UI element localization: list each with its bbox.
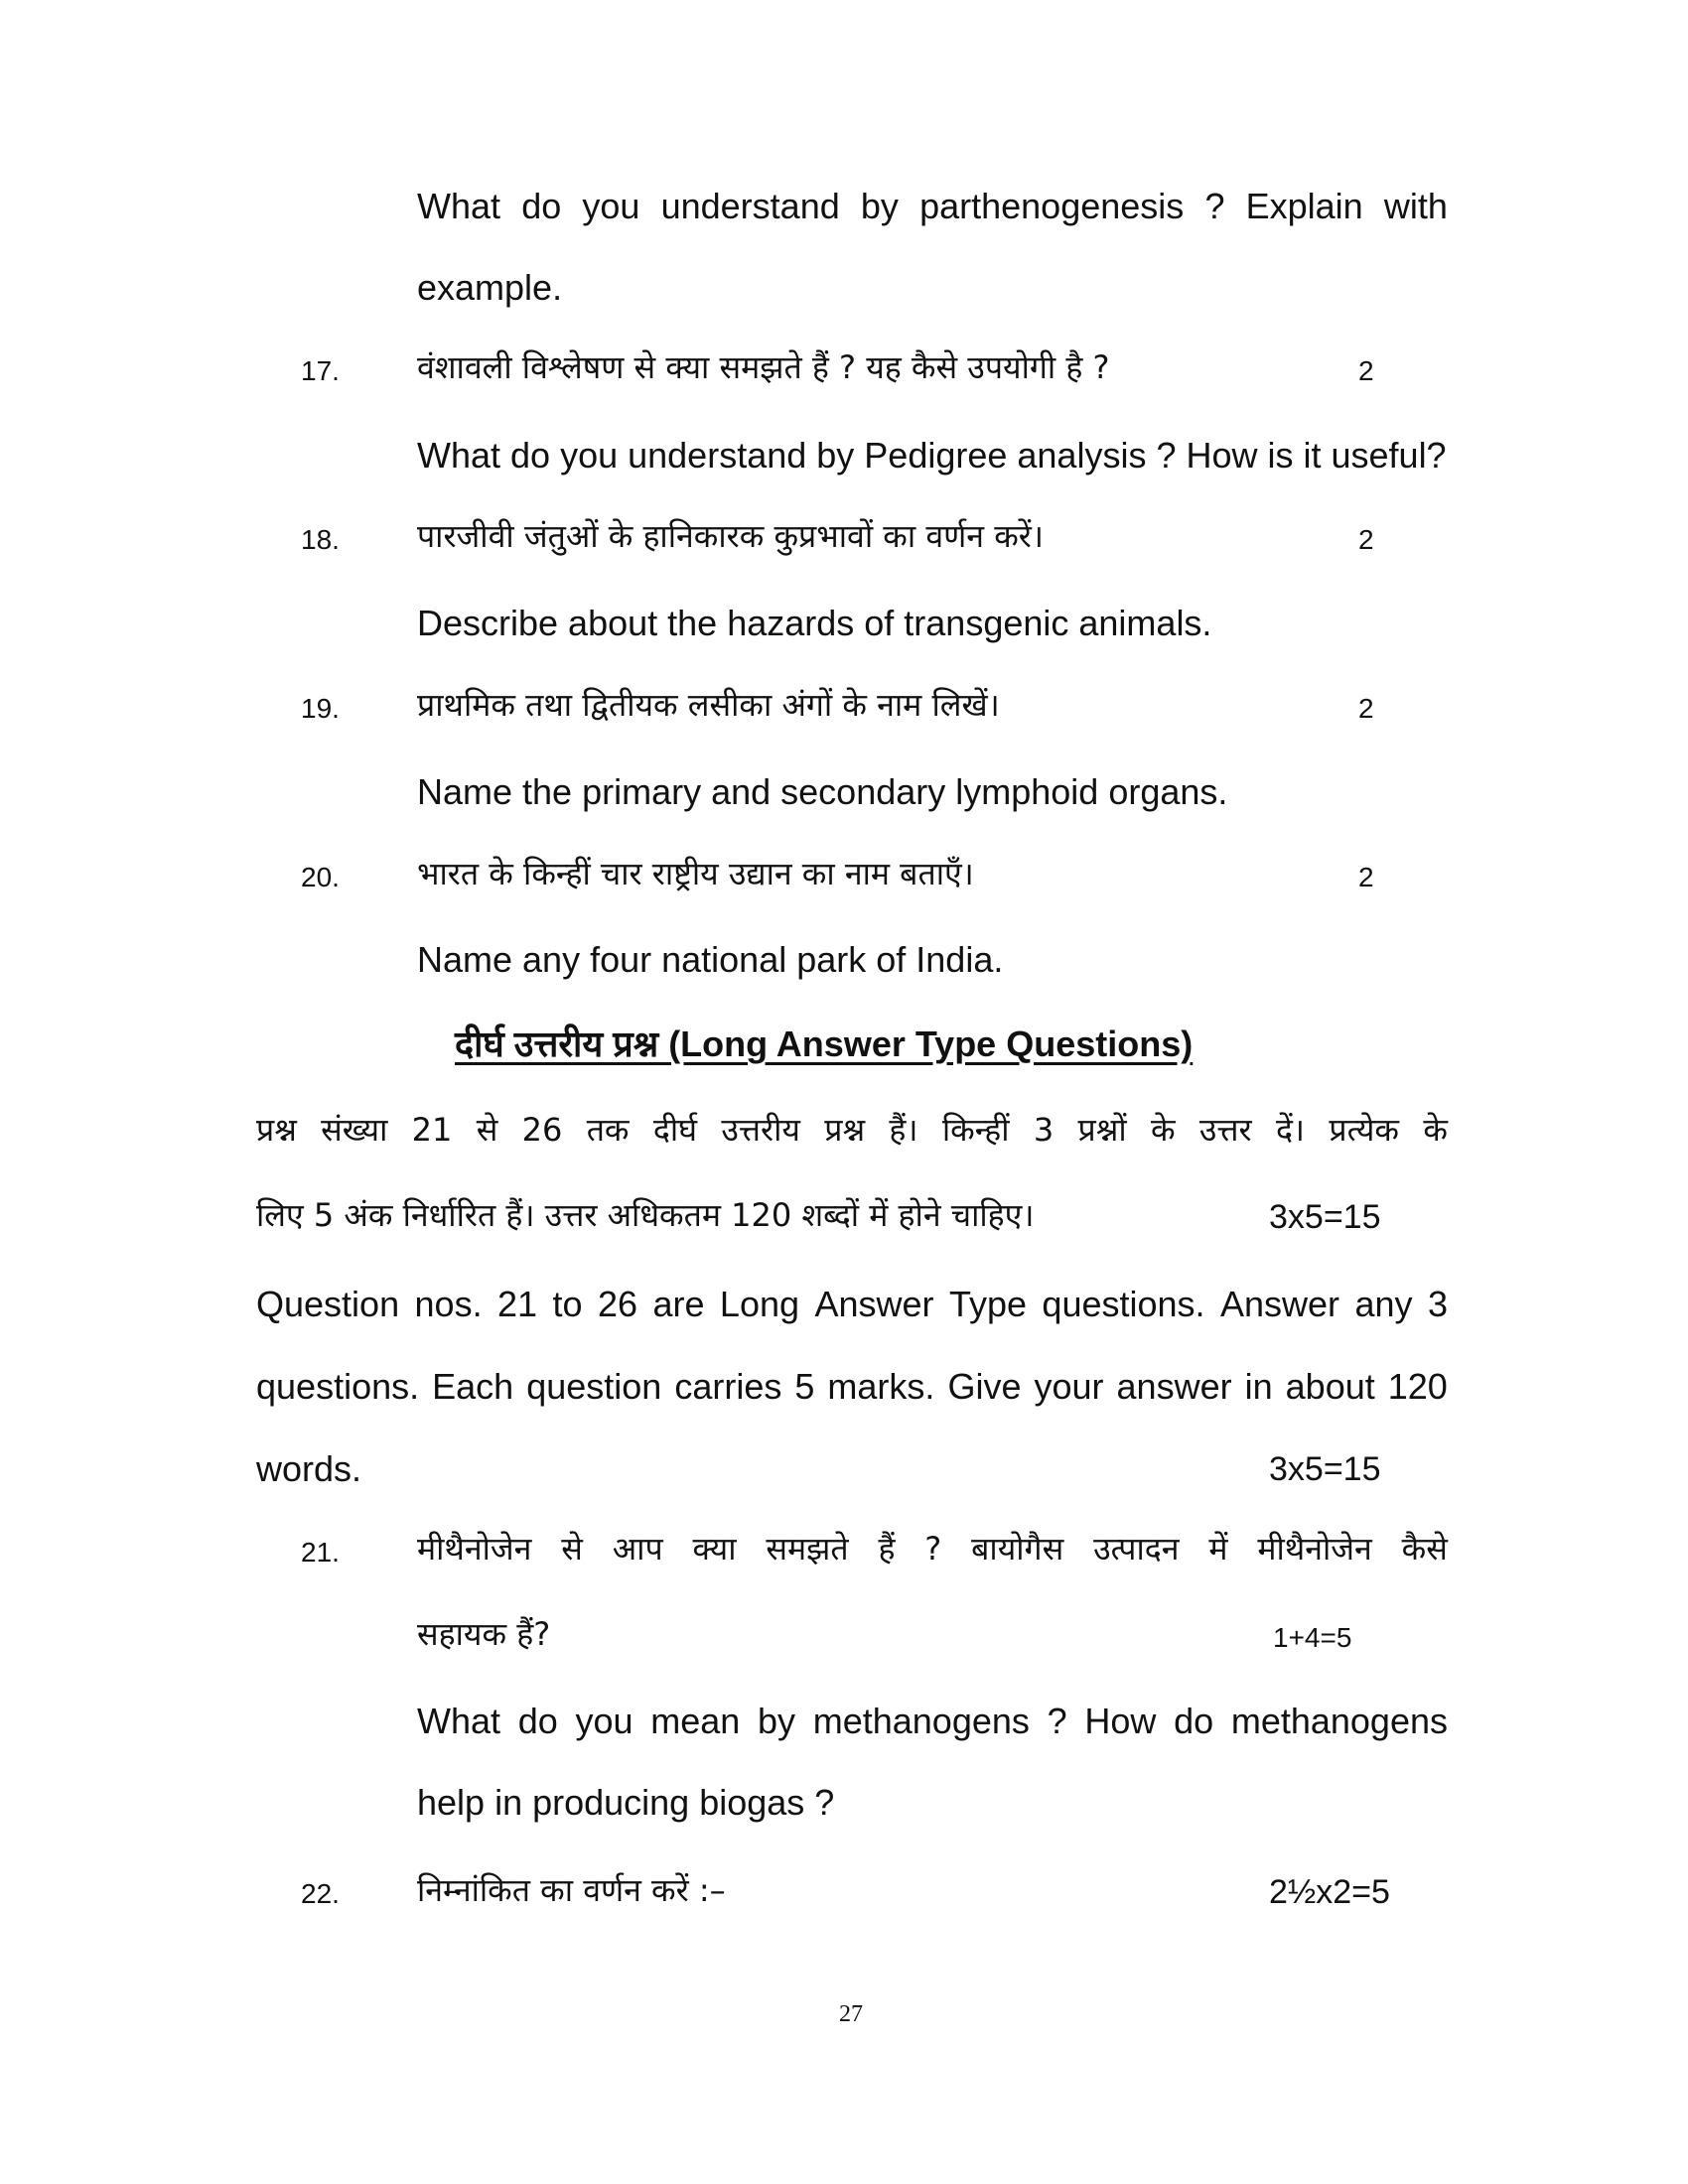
q17-english-text: What do you understand by Pedigree analysis ? How is it useful? [417,435,1447,476]
q21-english-line2: help in producing biogas ? [417,1782,835,1823]
instructions-hindi-marks: 3x5=15 [1269,1198,1381,1236]
page-number: 27 [839,2001,863,2027]
q19-hindi-text: प्राथमिक तथा द्वितीयक लसीका अंगों के नाम लिखें। [417,686,1000,724]
word: do [517,1701,558,1741]
word: Long [719,1284,800,1324]
word: 5 [794,1366,815,1407]
word: क्या [692,1530,737,1568]
word: समझते [766,1530,849,1568]
word: प्रत्येक [1329,1111,1399,1149]
q17-number: 17. [301,355,340,386]
word: questions. [1042,1284,1205,1324]
q20-english-text: Name any four national park of India. [417,939,1004,980]
word: 3 [1033,1111,1055,1149]
word: Give [947,1366,1022,1407]
q16-english-line1 [417,185,1448,228]
word: मीथैनोजेन [1257,1530,1372,1568]
word: उत्तर [1198,1111,1252,1149]
word: Question [256,1284,400,1324]
q22-number: 22. [301,1878,340,1909]
instructions-hindi-line1 [256,1108,1448,1152]
word: your [1034,1366,1104,1407]
q21-hindi-line1 [417,1527,1448,1570]
word: प्रश्न [256,1111,297,1149]
word: संख्या [321,1111,388,1149]
instructions-hindi-line2: लिए 5 अंक निर्धारित हैं। उत्तर अधिकतम 120 शब्दों में होने चाहिए। [256,1196,1035,1234]
word: ? [924,1530,942,1568]
word: Type [948,1284,1027,1324]
word: उत्पादन [1093,1530,1180,1568]
word: दीर्घ [652,1111,698,1149]
word: any [1354,1284,1413,1324]
q18-hindi-text: पारजीवी जंतुओं के हानिकारक कुप्रभावों का वर्णन करें। [417,517,1044,555]
word: आप [612,1530,663,1568]
q21-english-line1 [417,1700,1448,1743]
word: 26 [597,1284,638,1324]
word: mean [650,1701,741,1741]
word: do [1174,1701,1214,1741]
q21-marks: 1+4=5 [1273,1622,1352,1653]
word: you [582,186,640,226]
word: with [1383,186,1448,226]
word: किन्हीं [941,1111,1010,1149]
word: Answer [1219,1284,1340,1324]
word: के [1150,1111,1176,1149]
q21-number: 21. [301,1537,340,1568]
word: by [860,186,899,226]
q16-english-line2: example. [417,267,563,308]
word: carries [674,1366,782,1407]
q19-english-text: Name the primary and secondary lymphoid organs. [417,771,1228,812]
word: are [652,1284,705,1324]
word: marks. [827,1366,935,1407]
word: understand [660,186,840,226]
word: What [417,186,501,226]
word: parthenogenesis [919,186,1185,226]
instructions-english-marks: 3x5=15 [1269,1450,1381,1488]
q19-number: 19. [301,693,340,724]
word: question [526,1366,662,1407]
word: do [521,186,562,226]
word: nos. [414,1284,483,1324]
word: प्रश्नों [1077,1111,1127,1149]
word: में [1208,1530,1228,1568]
word: by [758,1701,796,1741]
section-heading: दीर्घ उत्तरीय प्रश्न (Long Answer Type Questions) [455,1024,1194,1064]
word: answer [1116,1366,1232,1407]
word: कैसे [1401,1530,1448,1568]
instructions-english-line3: words. [256,1448,362,1489]
word: methanogens [812,1701,1030,1741]
q22-marks: 2½x2=5 [1269,1873,1390,1911]
instructions-english-line1 [256,1283,1448,1326]
word: to [552,1284,583,1324]
word: How [1084,1701,1157,1741]
word: बायोगैस [971,1530,1064,1568]
word: 21 [411,1111,453,1149]
word: ? [1204,186,1225,226]
q22-hindi-text: निम्नांकित का वर्णन करें :– [417,1871,726,1909]
word: प्रश्न [824,1111,866,1149]
word: उत्तरीय [721,1111,800,1149]
q18-marks: 2 [1358,524,1374,555]
word: 21 [497,1284,538,1324]
word: in [1244,1366,1273,1407]
q18-number: 18. [301,524,340,555]
q20-marks: 2 [1358,862,1374,892]
word: 26 [521,1111,563,1149]
word: मीथैनोजेन [417,1530,532,1568]
instructions-english-line2 [256,1365,1448,1409]
word: about [1285,1366,1375,1407]
word: questions. [256,1366,420,1407]
word: तक [586,1111,630,1149]
word: दें। [1275,1111,1306,1149]
word: के [1423,1111,1448,1149]
word: 3 [1427,1284,1448,1324]
word: से [561,1530,583,1568]
word: Answer [814,1284,934,1324]
word: you [575,1701,633,1741]
q17-hindi-text: वंशावली विश्लेषण से क्या समझते हैं ? यह कैसे उपयोगी है ? [417,348,1110,386]
q17-marks: 2 [1358,355,1374,386]
word: 120 [1387,1366,1448,1407]
word: Explain [1245,186,1363,226]
word: What [417,1701,501,1741]
q21-hindi-line2: सहायक हैं? [417,1615,551,1653]
q20-hindi-text: भारत के किन्हीं चार राष्ट्रीय उद्यान का नाम बताएँ। [417,855,974,892]
q18-english-text: Describe about the hazards of transgenic animals. [417,603,1212,643]
word: हैं। [889,1111,918,1149]
word: methanogens [1230,1701,1448,1741]
word: से [476,1111,498,1149]
q20-number: 20. [301,862,340,892]
word: हैं [878,1530,896,1568]
q19-marks: 2 [1358,693,1374,724]
word: Each [432,1366,514,1407]
word: ? [1047,1701,1067,1741]
